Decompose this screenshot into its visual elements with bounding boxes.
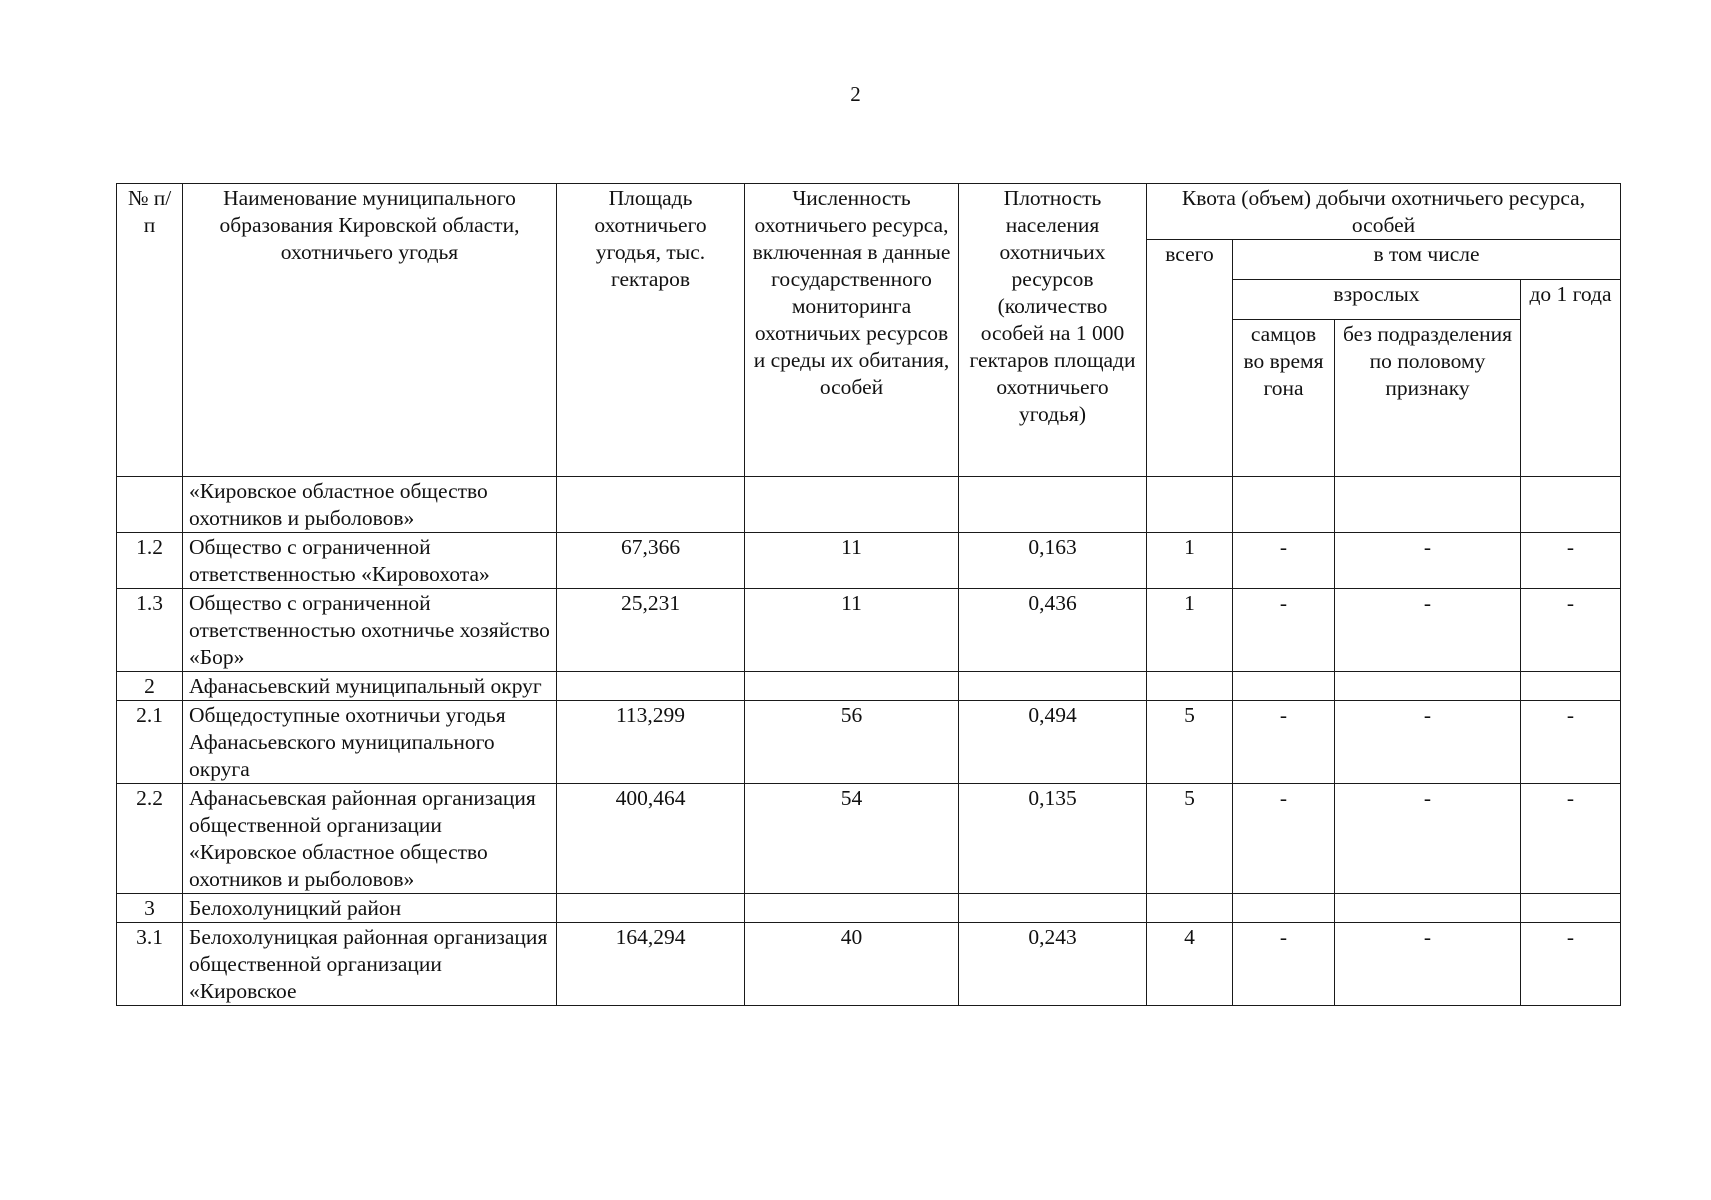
table-row — [117, 923, 1621, 1006]
row-number: 3 — [117, 894, 183, 923]
row-area: 400,464 — [557, 784, 745, 894]
row-name: Афанасьевская районная организация общественной организации «Кировское областное общество охотников и рыболовов» — [183, 784, 557, 894]
row-density: 0,436 — [959, 589, 1147, 672]
table-row — [117, 894, 1621, 923]
row-area — [557, 894, 745, 923]
page-number: 2 — [850, 82, 861, 106]
header-without-sex-division: без подразделения по половому признаку — [1335, 320, 1521, 477]
row-young: - — [1521, 701, 1621, 784]
row-density: 0,163 — [959, 533, 1147, 589]
row-number — [117, 477, 183, 533]
row-total — [1147, 894, 1233, 923]
table-row — [117, 533, 1621, 589]
row-area: 164,294 — [557, 923, 745, 1006]
row-total: 1 — [1147, 533, 1233, 589]
header-quota: Квота (объем) добычи охотничьего ресурса, особей — [1147, 184, 1621, 240]
table-row — [117, 784, 1621, 894]
row-number: 2.2 — [117, 784, 183, 894]
row-nosex: - — [1335, 784, 1521, 894]
table-row — [117, 672, 1621, 701]
row-young: - — [1521, 923, 1621, 1006]
row-males — [1233, 477, 1335, 533]
row-nosex: - — [1335, 701, 1521, 784]
row-area — [557, 477, 745, 533]
row-young: - — [1521, 784, 1621, 894]
header-municipality-name: Наименование муниципального образования Кировской области, охотничьего угодья — [183, 184, 557, 477]
row-density: 0,494 — [959, 701, 1147, 784]
table-row — [117, 477, 1621, 533]
row-number: 2.1 — [117, 701, 183, 784]
row-males: - — [1233, 784, 1335, 894]
row-count — [745, 894, 959, 923]
header-total: всего — [1147, 240, 1233, 477]
row-count: 56 — [745, 701, 959, 784]
row-name: Общедоступные охотничьи угодья Афанасьевского муниципального округа — [183, 701, 557, 784]
row-count — [745, 672, 959, 701]
header-row-number: № п/п — [117, 184, 183, 477]
row-males — [1233, 672, 1335, 701]
row-name: Афанасьевский муниципальный округ — [183, 672, 557, 701]
table-row — [117, 701, 1621, 784]
row-young — [1521, 477, 1621, 533]
row-total: 1 — [1147, 589, 1233, 672]
row-density: 0,243 — [959, 923, 1147, 1006]
row-density: 0,135 — [959, 784, 1147, 894]
row-name: Общество с ограниченной ответственностью «Кировохота» — [183, 533, 557, 589]
row-area — [557, 672, 745, 701]
row-young — [1521, 672, 1621, 701]
row-count: 11 — [745, 533, 959, 589]
header-resource-count: Численность охотничьего ресурса, включенная в данные государственного мониторинга охотничьих ресурсов и среды их обитания, особей — [745, 184, 959, 477]
row-name: Белохолуницкая районная организация общественной организации «Кировское — [183, 923, 557, 1006]
row-males — [1233, 894, 1335, 923]
row-males: - — [1233, 589, 1335, 672]
header-adults: взрослых — [1233, 280, 1521, 320]
row-nosex — [1335, 894, 1521, 923]
row-count — [745, 477, 959, 533]
row-total — [1147, 477, 1233, 533]
row-number: 1.3 — [117, 589, 183, 672]
header-population-density: Плотность населения охотничьих ресурсов (количество особей на 1 000 гектаров площади охотничьего угодья) — [959, 184, 1147, 477]
header-including: в том числе — [1233, 240, 1621, 280]
row-density — [959, 477, 1147, 533]
row-number: 1.2 — [117, 533, 183, 589]
row-total — [1147, 672, 1233, 701]
row-nosex: - — [1335, 589, 1521, 672]
row-young: - — [1521, 589, 1621, 672]
row-number: 3.1 — [117, 923, 183, 1006]
header-males-during-rut: самцов во время гона — [1233, 320, 1335, 477]
row-young — [1521, 894, 1621, 923]
row-count: 54 — [745, 784, 959, 894]
row-name: Белохолуницкий район — [183, 894, 557, 923]
row-density — [959, 894, 1147, 923]
table-row — [117, 589, 1621, 672]
row-count: 11 — [745, 589, 959, 672]
row-total: 5 — [1147, 701, 1233, 784]
row-nosex: - — [1335, 533, 1521, 589]
row-males: - — [1233, 701, 1335, 784]
row-nosex — [1335, 672, 1521, 701]
row-total: 4 — [1147, 923, 1233, 1006]
header-under-one-year: до 1 года — [1521, 280, 1621, 477]
row-young: - — [1521, 533, 1621, 589]
hunting-quota-table — [116, 183, 1621, 1006]
row-nosex: - — [1335, 923, 1521, 1006]
row-area: 113,299 — [557, 701, 745, 784]
row-area: 25,231 — [557, 589, 745, 672]
row-name: «Кировское областное общество охотников и рыболовов» — [183, 477, 557, 533]
row-count: 40 — [745, 923, 959, 1006]
row-males: - — [1233, 533, 1335, 589]
row-area: 67,366 — [557, 533, 745, 589]
row-name: Общество с ограниченной ответственностью охотничье хозяйство «Бор» — [183, 589, 557, 672]
row-number: 2 — [117, 672, 183, 701]
row-total: 5 — [1147, 784, 1233, 894]
header-area: Площадь охотничьего угодья, тыс. гектаров — [557, 184, 745, 477]
row-density — [959, 672, 1147, 701]
row-males: - — [1233, 923, 1335, 1006]
row-nosex — [1335, 477, 1521, 533]
